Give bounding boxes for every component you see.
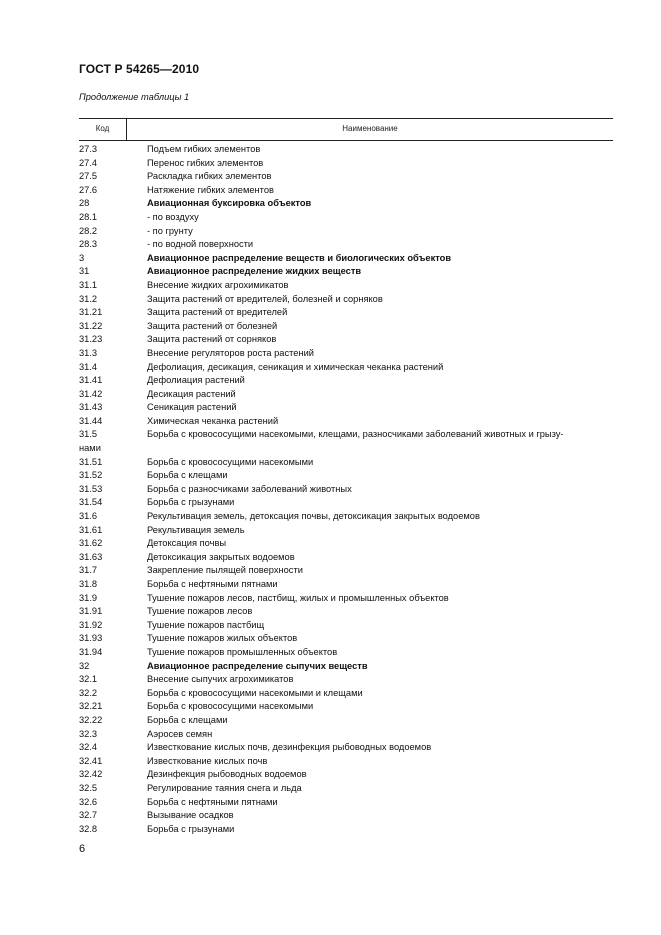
row-code: 32.41 [79, 755, 103, 766]
row-code: 31.41 [79, 375, 103, 386]
table-row [79, 333, 619, 347]
row-name: Известкование кислых почв, дезинфекция рыбоводных водоемов [147, 742, 432, 753]
row-name: Перенос гибких элементов [147, 157, 264, 168]
table-row [79, 809, 619, 823]
row-name: - по грунту [147, 225, 193, 236]
row-name: Дезинфекция рыбоводных водоемов [147, 769, 307, 780]
row-name: Борьба с кровососущими насекомыми и клещами [147, 687, 363, 698]
row-name: Дефолиация растений [147, 375, 245, 386]
row-code: 31.6 [79, 511, 98, 522]
row-code: 31.21 [79, 307, 103, 318]
row-name: Аэросев семян [147, 728, 213, 739]
table-row [79, 823, 619, 837]
table-row [79, 483, 619, 497]
table-header-top-border [79, 118, 613, 119]
table-row [79, 605, 619, 619]
row-code: 32.2 [79, 687, 98, 698]
table-row [79, 388, 619, 402]
row-code: 31.62 [79, 538, 103, 549]
row-code: 32.6 [79, 796, 98, 807]
row-name: Рекультивация земель [147, 524, 245, 535]
row-code: 31.91 [79, 606, 103, 617]
row-code: 27.4 [79, 157, 98, 168]
row-name: Авиационное распределение жидких веществ [147, 266, 362, 277]
row-code: 31.92 [79, 619, 103, 630]
row-name: - по водной поверхности [147, 239, 254, 250]
row-code: 31.93 [79, 633, 103, 644]
column-header-code: Код [95, 124, 110, 133]
table-row [79, 401, 619, 415]
row-code: 31.23 [79, 334, 103, 345]
row-name: Борьба с грызунами [147, 823, 235, 834]
row-code: 32.22 [79, 714, 103, 725]
table-row [79, 157, 619, 171]
row-name: Защита растений от вредителей [147, 307, 288, 318]
table-row [79, 646, 619, 660]
table-row [79, 361, 619, 375]
row-code: 31.5 [79, 429, 98, 440]
row-code: 31.53 [79, 483, 103, 494]
row-code: 27.6 [79, 184, 98, 195]
table-row [79, 551, 619, 565]
table-row [79, 510, 619, 524]
row-name: Известкование кислых почв [147, 755, 268, 766]
table-row [79, 632, 619, 646]
row-name: Рекультивация земель, детоксация почвы, детоксикация закрытых водоемов [147, 511, 480, 522]
table-row [79, 537, 619, 551]
row-name: Борьба с клещами [147, 470, 228, 481]
row-name: Борьба с грызунами [147, 497, 235, 508]
row-name: Борьба с нефтяными пятнами [147, 796, 278, 807]
row-name: Тушение пожаров лесов [147, 606, 253, 617]
row-code: 31.3 [79, 347, 98, 358]
table-row [79, 578, 619, 592]
row-name: Защита растений от вредителей, болезней и сорняков [147, 293, 383, 304]
row-code: 32.42 [79, 769, 103, 780]
row-name: Дефолиация, десикация, сеникация и химическая чеканка растений [147, 361, 444, 372]
table-row [79, 238, 619, 252]
table-row [79, 306, 619, 320]
table-row [79, 728, 619, 742]
row-name: Натяжение гибких элементов [147, 184, 274, 195]
row-name: Борьба с кровососущими насекомыми, клещами, разносчиками заболеваний животных и грызу- [147, 429, 564, 440]
table-row [79, 170, 619, 184]
row-name: Борьба с разносчиками заболеваний животных [147, 483, 352, 494]
table-row [79, 592, 619, 606]
table-row [79, 293, 619, 307]
row-name: Тушение пожаров промышленных объектов [147, 646, 338, 657]
table-row [79, 197, 619, 211]
table-row [79, 564, 619, 578]
row-name: Тушение пожаров пастбищ [147, 619, 265, 630]
row-name: Тушение пожаров жилых объектов [147, 633, 298, 644]
row-code: 31.8 [79, 579, 98, 589]
table-row [79, 320, 619, 334]
row-code: 28.2 [79, 225, 98, 236]
row-code: 32.21 [79, 701, 103, 712]
row-name: Авиационное распределение сыпучих веществ [147, 660, 368, 671]
table-row [79, 442, 619, 456]
table-row [79, 741, 619, 755]
row-code: 32 [79, 660, 90, 671]
row-code: 31.61 [79, 524, 103, 535]
row-name: Детоксикация закрытых водоемов [147, 551, 295, 562]
row-name: Химическая чеканка растений [147, 415, 279, 426]
row-name: Закрепление пылящей поверхности [147, 565, 303, 576]
row-name: Сеникация растений [147, 402, 237, 413]
row-code: 31.51 [79, 456, 103, 467]
row-name: Детоксация почвы [147, 538, 227, 549]
row-code: 27.3 [79, 144, 98, 154]
row-code: 32.5 [79, 782, 98, 793]
table-caption: Продолжение таблицы 1 [79, 92, 190, 102]
table-row [79, 660, 619, 674]
table-row [79, 211, 619, 225]
row-name: Десикация растений [147, 388, 236, 399]
table-row [79, 782, 619, 796]
table-row [79, 755, 619, 769]
row-name: Внесение сыпучих агрохимикатов [147, 674, 294, 685]
table-row [79, 524, 619, 538]
table-row [79, 469, 619, 483]
row-code: 32.3 [79, 728, 98, 739]
row-name: Борьба с кровососущими насекомыми [147, 456, 314, 467]
row-name: Авиационное распределение веществ и биологических объектов [147, 252, 452, 263]
row-code: 28 [79, 198, 90, 209]
row-code: 27.5 [79, 171, 98, 182]
table-row [79, 347, 619, 361]
row-code: 31.9 [79, 592, 98, 603]
row-name: Внесение жидких агрохимикатов [147, 279, 289, 290]
row-name: Раскладка гибких элементов [147, 171, 272, 182]
row-code: 28.3 [79, 239, 98, 250]
row-code: 31.22 [79, 320, 103, 331]
row-code: 32.1 [79, 674, 98, 685]
row-code: 32.7 [79, 810, 98, 821]
table-row [79, 768, 619, 782]
table-row [79, 496, 619, 510]
table-row [79, 279, 619, 293]
row-code: 31.4 [79, 361, 98, 372]
column-header-name: Наименование [342, 124, 398, 133]
row-code: 31.44 [79, 415, 103, 426]
table-row [79, 143, 619, 157]
row-code: 31 [79, 266, 90, 277]
row-code: 32.8 [79, 823, 98, 834]
table-row [79, 619, 619, 633]
document-title: ГОСТ Р 54265—2010 [79, 62, 200, 76]
row-name: Борьба с клещами [147, 714, 228, 725]
row-name: Авиационная буксировка объектов [147, 198, 312, 209]
row-name: Вызывание осадков [147, 810, 234, 821]
table-row [79, 714, 619, 728]
table-row [79, 673, 619, 687]
table-row [79, 700, 619, 714]
table-row [79, 796, 619, 810]
row-name: Борьба с нефтяными пятнами [147, 579, 278, 589]
row-name: - по воздуху [147, 211, 199, 222]
row-name: Защита растений от болезней [147, 320, 278, 331]
row-code: 31.43 [79, 402, 103, 413]
row-code: 32.4 [79, 742, 98, 753]
row-code: 31.54 [79, 497, 103, 508]
row-code: 31.42 [79, 388, 103, 399]
row-name: Внесение регуляторов роста растений [147, 347, 314, 358]
row-name: Подъем гибких элементов [147, 144, 261, 154]
classification-table-body [79, 143, 619, 836]
page-number: 6 [79, 843, 86, 855]
row-name: Защита растений от сорняков [147, 334, 277, 345]
table-row [79, 252, 619, 266]
row-name: Борьба с кровососущими насекомыми [147, 701, 314, 712]
row-name: Регулирование таяния снега и льда [147, 782, 302, 793]
table-row [79, 184, 619, 198]
row-code: 31.63 [79, 551, 103, 562]
table-header-bottom-border [79, 140, 613, 141]
table-row [79, 374, 619, 388]
table-row [79, 225, 619, 239]
row-name: Тушение пожаров лесов, пастбищ, жилых и промышленных объектов [147, 592, 449, 603]
table-row [79, 456, 619, 470]
row-code: 31.2 [79, 293, 98, 304]
table-row [79, 428, 619, 442]
table-row [79, 415, 619, 429]
row-code: 31.7 [79, 565, 98, 576]
table-row [79, 265, 619, 279]
row-code: 28.1 [79, 211, 98, 222]
row-code: 31.94 [79, 646, 103, 657]
row-name: нами [79, 443, 101, 454]
row-code: 3 [79, 252, 85, 263]
row-code: 31.52 [79, 470, 103, 481]
table-row [79, 687, 619, 701]
row-code: 31.1 [79, 279, 98, 290]
